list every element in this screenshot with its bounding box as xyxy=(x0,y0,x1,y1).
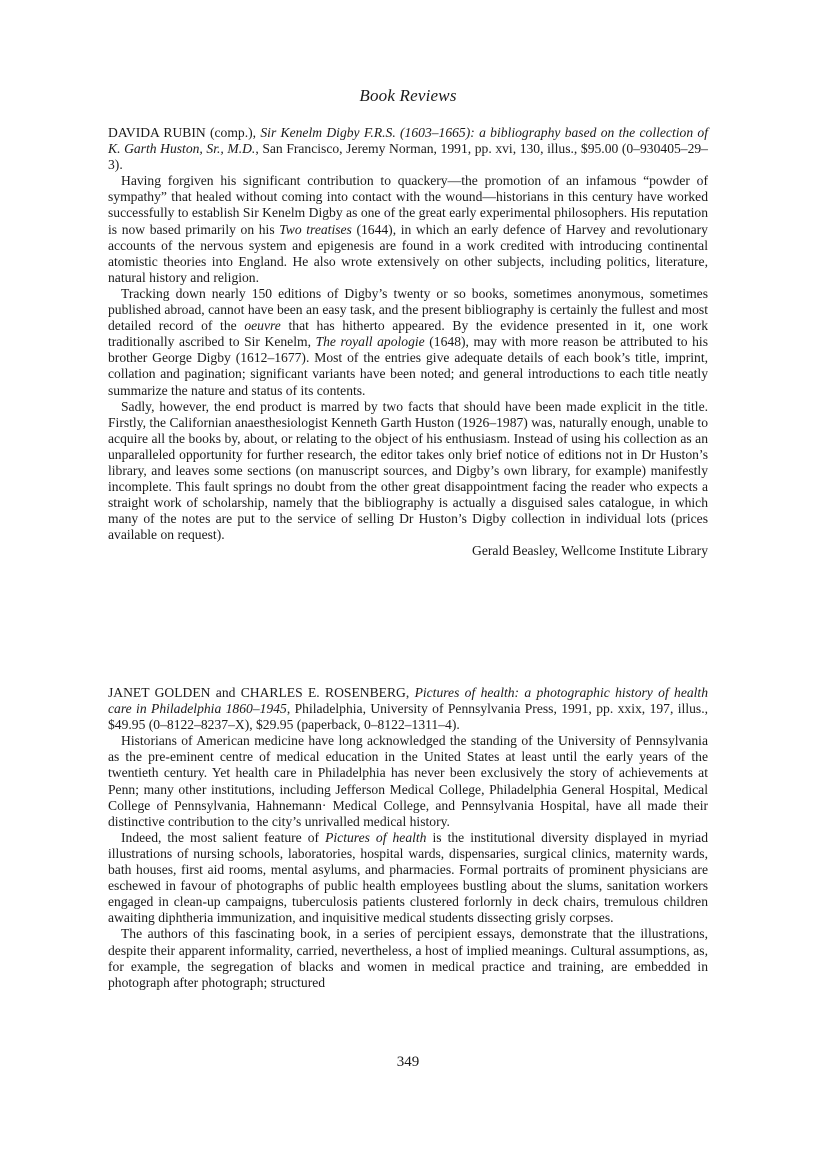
book-imprint: , San Francisco, Jeremy Norman, 1991, pp. xvi, 130, illus., $95.00 (0–930405–29–3). xyxy=(108,141,708,173)
review-citation xyxy=(108,685,708,733)
review-paragraph: Tracking down nearly 150 editions of Digby’s twenty or so books, sometimes anonymous, sometimes published abroad, cannot have been an easy task, and the present bibliography is certainly the fullest and most detailed record of the oeuvre that has hitherto appeared. By the evidence presented in it, one work traditionally ascribed to Sir Kenelm, The royall apologie (1648), may with more reason be attributed to his brother George Digby (1612–1677). Most of the entries give adequate details of each book’s title, imprint, collation and pagination; significant variants have been noted; and general introductions to each title neatly summarize the nature and status of its contents. xyxy=(108,285,709,398)
review-author: JANET GOLDEN and CHARLES E. ROSENBERG, xyxy=(108,685,410,700)
review-author: DAVIDA RUBIN (comp.), xyxy=(108,125,257,140)
review-pictures-of-health xyxy=(108,685,708,991)
book-imprint: , Philadelphia, University of Pennsylvania Press, 1991, pp. xxix, 197, illus., $49.95 (0–8122–8237–X), $29.95 (paperback, 0–8122–1311–4). xyxy=(108,701,708,733)
running-head: Book Reviews xyxy=(359,86,457,105)
review-citation xyxy=(108,125,708,173)
review-paragraph: Having forgiven his significant contribution to quackery—the promotion of an infamous “powder of sympathy” that healed without coming into contact with the wound—historians in this century have worked successfully to establish Sir Kenelm Digby as one of the great early experimental philosophers. His reputation is now based primarily on his Two treatises (1644), in which an early defence of Harvey and revolutionary accounts of the nervous system and epigenesis are found in a work credited with introducing continental atomistic theories into England. He also wrote extensively on other subjects, including politics, literature, natural history and religion. xyxy=(108,173,708,285)
review-digby xyxy=(108,125,708,560)
book-title: Sir Kenelm Digby F.R.S. (1603–1665): a bibliography based on the collection of K. Garth Huston, Sr., M.D. xyxy=(108,125,708,157)
page-number: 349 xyxy=(396,1054,420,1070)
reviewer-signature: Gerald Beasley, Wellcome Institute Library xyxy=(472,543,708,559)
review-paragraph: The authors of this fascinating book, in a series of percipient essays, demonstrate that the illustrations, despite their apparent informality, carried, nevertheless, a host of implied meanings. Cultural assumptions, as, for example, the segregation of blacks and women in medical practice and training, are embedded in photograph after photograph; structured xyxy=(108,926,708,990)
review-paragraph: Indeed, the most salient feature of Pictures of health is the institutional diversity displayed in myriad illustrations of nursing schools, laboratories, hospital wards, dispensaries, surgical clinics, maternity wards, bath houses, first aid rooms, mental asylums, and pharmacies. Formal portraits of prominent physicians are eschewed in favour of photographs of public health employees bustling about the slums, sanitation workers engaged in clean-up campaigns, tuberculosis patients clustered forlornly in deck chairs, tremulous children awaiting diphtheria immunization, and inquisitive medical students dissecting grisly corpses. xyxy=(108,829,708,926)
book-title: Pictures of health: a photographic history of health care in Philadelphia 1860–1945 xyxy=(108,685,709,717)
review-paragraph: Historians of American medicine have long acknowledged the standing of the University of Pennsylvania as the pre-eminent centre of medical education in the United States at least until the early years of the twentieth century. Yet health care in Philadelphia has never been exclusively the story of achievements at Penn; many other institutions, including Jefferson Medical College, Philadelphia General Hospital, Medical College of Pennsylvania, Hahnemann· Medical College, and Pennsylvania Hospital, have all made their distinctive contribution to the city’s unrivalled medical history. xyxy=(108,733,708,829)
review-paragraph: Sadly, however, the end product is marred by two facts that should have been made explicit in the title. Firstly, the Californian anaesthesiologist Kenneth Garth Huston (1926–1987) was, naturally enough, unable to acquire all the books by, about, or relating to the object of his enthusiasm. Instead of using his collection as an unparalleled opportunity for further research, the editor takes only brief notice of editions not in Dr Huston’s library, and leaves some sections (on manuscript sources, and Digby’s own library, for example) manifestly incomplete. This fault springs no doubt from the other great disappointment facing the reader who expects a straight work of scholarship, namely that the bibliography is actually a disguised sales catalogue, in which many of the notes are put to the service of selling Dr Huston’s Digby collection in individual lots (prices available on request). xyxy=(108,398,708,543)
